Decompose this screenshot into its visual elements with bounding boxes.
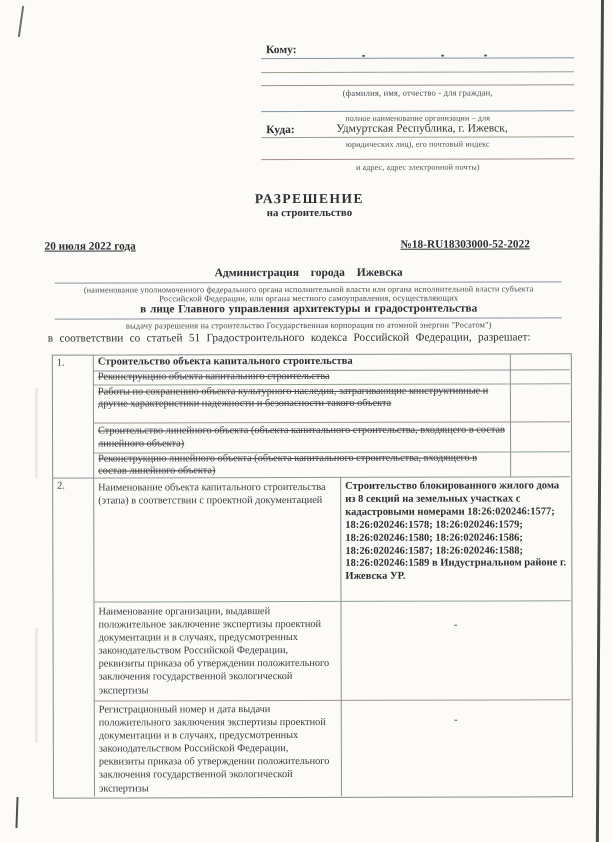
permit-type-linear-construction: Строительство линейного объекта (объекта капитального строительства, входящего в состав линейного объекта) xyxy=(98,424,505,450)
stray-dot xyxy=(362,55,365,57)
recipient-to-label: Кому: xyxy=(266,44,297,57)
stray-dot xyxy=(484,55,487,57)
authority-in-person: в лице Главного управления архитектуры и градостроительства xyxy=(140,302,478,316)
stray-dot xyxy=(441,55,444,57)
issue-date: 20 июля 2022 года xyxy=(44,240,136,253)
authority-rule-1 xyxy=(55,281,562,283)
document-subtitle: на строительство xyxy=(266,206,353,220)
authority-rule-2 xyxy=(55,317,562,319)
authority-name: Администрация города Ижевска xyxy=(214,266,403,280)
blank-line-6 xyxy=(261,158,574,160)
blank-line-4 xyxy=(261,110,574,112)
permit-type-construction: Строительство объекта капитального строительства xyxy=(97,355,353,368)
authority-caption-2: Российской Федерации, или органа местного самоуправления, осуществляющих xyxy=(159,293,459,304)
permit-number: №18-RU18303000-52-2022 xyxy=(400,238,530,251)
permit-type-linear-reconstruction: Реконструкцию линейного объекта (объекта капитального строительства, входящего в состав линейного объекта) xyxy=(98,452,478,477)
authority-caption-1: (наименование уполномоченного федерального органа исполнительной власти или органа исполнительной власти субъекта xyxy=(83,284,534,295)
recipient-where-label: Куда: xyxy=(266,124,295,137)
blank-line-5 xyxy=(261,136,574,138)
expertise-org-value: - xyxy=(453,619,458,631)
object-name-value: Строительство блокированного жилого дома из 8 секций на земельных участках с кадастровыми номерами 18:26:020246:1577; 18:26:020246:1578; 18:26:020246:1579; 18:26:020246:1580; 18:26:020246:1586; 18:26:020246:1587; 18:26:020246:1588; 18:26:020246:1589 в Индустриальном районе г. Ижевска УР. xyxy=(345,480,567,583)
expertise-reg-value: - xyxy=(454,714,458,726)
document-title: РАЗРЕШЕНИЕ xyxy=(254,190,365,207)
table-row-number-1: 1. xyxy=(56,357,65,369)
expertise-org-label: Наименование организации, выдавшей положительное заключение экспертизы проектной документации и в случаях, предусмотренных законодательством Российской Федерации, реквизиты приказа об утверждении положительного заключения государственной экологической экспертизы xyxy=(98,606,330,697)
table-row-number-2: 2. xyxy=(57,480,65,492)
authority-permits-line: в соответствии со статьей 51 Градостроительного кодекса Российской Федерации, разрешает: xyxy=(47,331,531,345)
recipient-caption-org: полное наименование организации – для xyxy=(345,113,491,123)
expertise-reg-label: Регистрационный номер и дата выдачи положительного заключения экспертизы проектной документации и в случаях, предусмотренных законодательством Российской Федерации, реквизиты приказа об утверждении положительного заключения государственной экологической экспертизы xyxy=(98,704,330,795)
authority-caption-3: выдачу разрешения на строительство Государственная корпорация по атомной энергии "Росатом") xyxy=(125,320,492,331)
permit-type-reconstruction: Реконструкцию объекта капитального строительства xyxy=(97,370,330,383)
recipient-caption-name: (фамилия, имя, отчество - для граждан, xyxy=(342,87,493,98)
blank-line-1 xyxy=(261,57,574,59)
recipient-where-value: Удмуртская Республика, г. Ижевск, xyxy=(336,122,508,135)
permit-type-heritage-works: Работы по сохранению объекта культурного наследия, затрагивающие конструктивные и другие характеристики надежности и безопасности такого объекта xyxy=(97,385,489,410)
recipient-caption-address: и адрес, адрес электронной почты) xyxy=(355,162,480,172)
recipient-caption-legal: юридических лиц), его почтовый индекс xyxy=(345,139,490,149)
blank-line-3 xyxy=(261,84,574,86)
object-name-label: Наименование объекта капитального строительства (этапа) в соответствии с проектной документацией xyxy=(98,481,326,507)
blank-line-2 xyxy=(261,71,574,73)
